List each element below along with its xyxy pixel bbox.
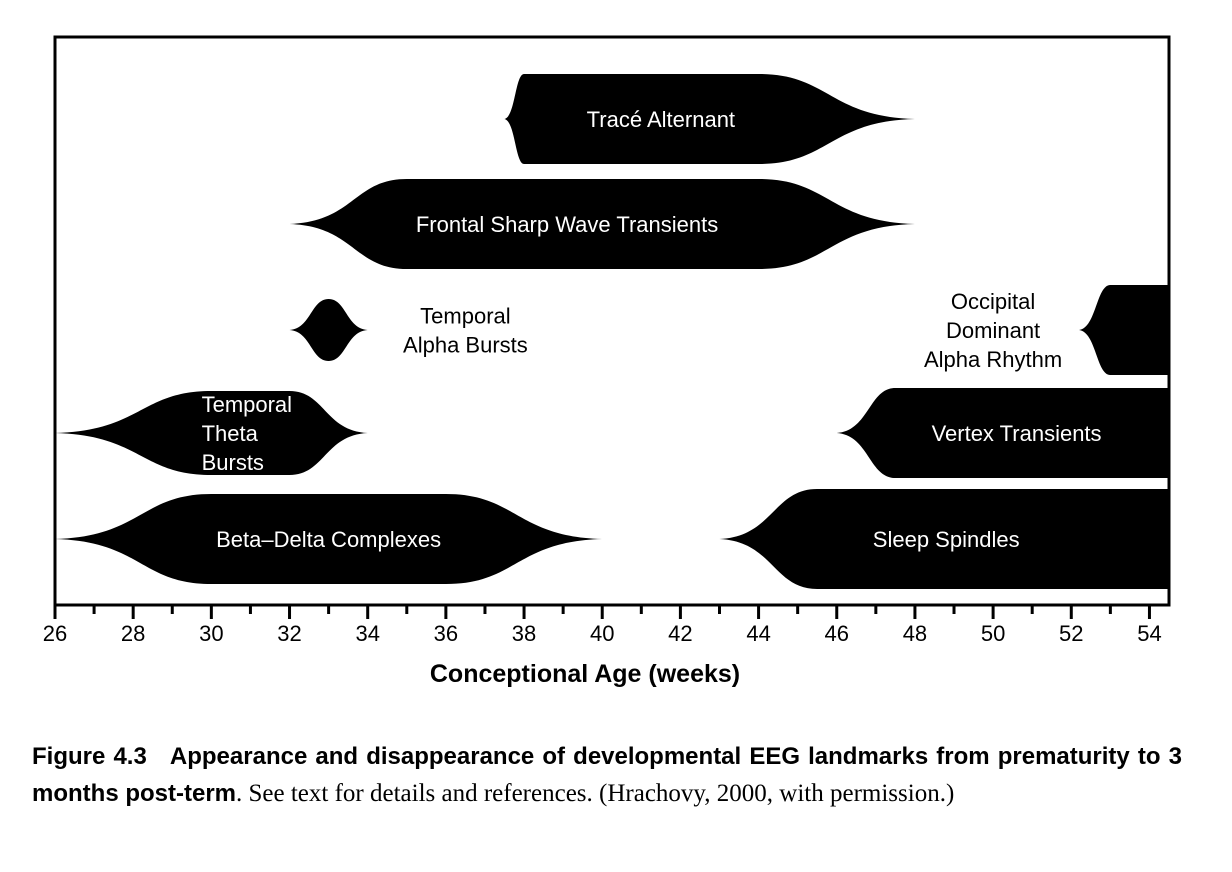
x-tick-label-52: 52 xyxy=(1059,621,1084,646)
landmark-label-temporal-alpha-bursts-line-2: Alpha Bursts xyxy=(403,332,528,358)
x-tick-label-50: 50 xyxy=(980,621,1006,646)
x-tick-label-30: 30 xyxy=(199,621,224,646)
x-tick-label-44: 44 xyxy=(746,621,771,646)
x-axis-title: Conceptional Age (weeks) xyxy=(429,660,741,688)
x-tick-label-54: 54 xyxy=(1137,621,1162,646)
x-tick-label-48: 48 xyxy=(902,621,928,646)
landmark-label-trace-alternant-line-1: Tracé Alternant xyxy=(586,107,736,132)
landmark-label-temporal-theta-bursts-line-1: Temporal xyxy=(201,392,293,417)
landmark-label-temporal-theta-bursts-line-2: Theta xyxy=(201,421,258,446)
landmark-label-vertex-transients-line-1: Vertex Transients xyxy=(931,421,1102,446)
x-tick-label-42: 42 xyxy=(668,621,693,646)
landmark-shape-temporal-alpha-bursts xyxy=(290,299,368,361)
landmark-label-frontal-sharp-wave-transients-line-1: Frontal Sharp Wave Transients xyxy=(415,212,719,237)
figure-caption xyxy=(32,738,1182,812)
x-tick-label-36: 36 xyxy=(433,621,459,646)
landmark-label-temporal-alpha-bursts-line-1: Temporal xyxy=(420,303,511,329)
landmark-label-temporal-theta-bursts-line-3: Bursts xyxy=(201,450,264,475)
landmark-label-occipital-dominant-alpha-rhythm-line-3: Alpha Rhythm xyxy=(924,347,1063,372)
x-axis xyxy=(43,605,1162,646)
caption-bold-text: Appearance and disappearance of developmental EEG landmarks from prematurity to 3 months post-term xyxy=(32,743,1182,807)
caption-plain-text: . See text for details and references. (Hrachovy, 2000, with permission.) xyxy=(236,780,955,807)
landmark-label-beta-delta-complexes-line-1: Beta–Delta Complexes xyxy=(216,527,442,552)
landmark-label-occipital-dominant-alpha-rhythm-line-1: Occipital xyxy=(950,289,1036,314)
landmark-label-occipital-dominant-alpha-rhythm-line-2: Dominant xyxy=(946,318,1041,343)
landmark-shape-occipital-dominant-alpha-rhythm xyxy=(1079,285,1169,375)
x-tick-label-40: 40 xyxy=(589,621,615,646)
x-tick-label-32: 32 xyxy=(277,621,302,646)
x-tick-label-34: 34 xyxy=(355,621,380,646)
x-tick-label-38: 38 xyxy=(511,621,537,646)
caption-figure-label: Figure 4.3 xyxy=(32,743,147,770)
landmark-label-sleep-spindles-line-1: Sleep Spindles xyxy=(872,527,1020,552)
x-tick-label-46: 46 xyxy=(824,621,849,646)
x-tick-label-28: 28 xyxy=(120,621,146,646)
x-tick-label-26: 26 xyxy=(42,621,68,646)
